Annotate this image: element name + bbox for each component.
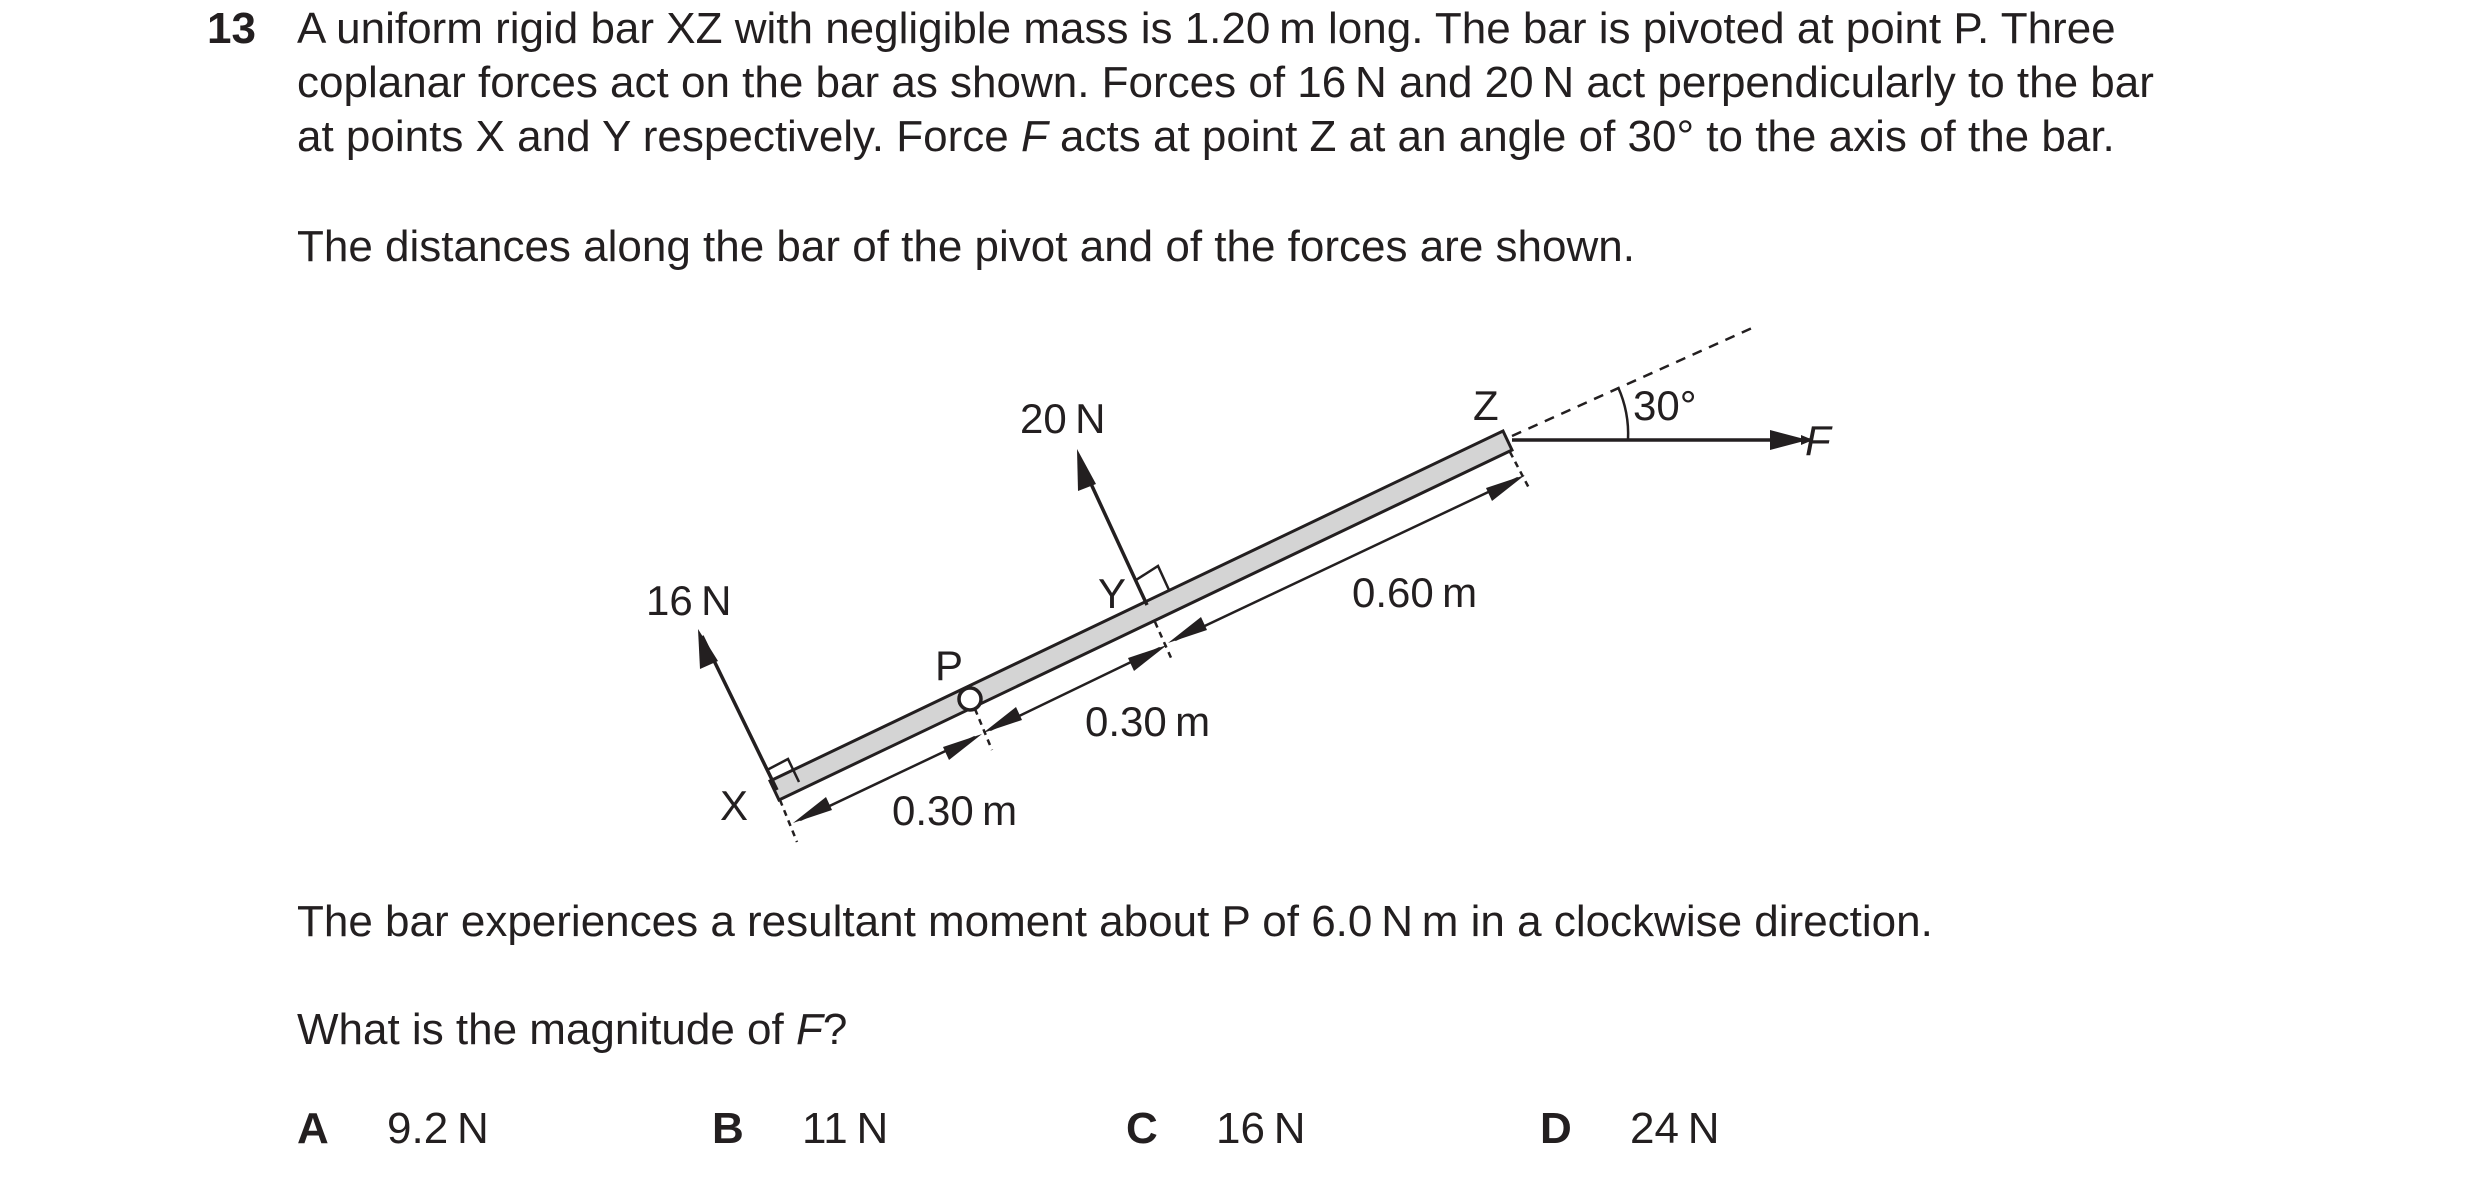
answer-option-c[interactable] bbox=[1126, 1102, 1306, 1156]
label-distance-py: 0.30 m bbox=[1085, 698, 1211, 745]
dimension-xp-arrow-left bbox=[793, 797, 832, 823]
answer-option-d[interactable] bbox=[1540, 1102, 1720, 1156]
answer-letter: A bbox=[297, 1104, 329, 1153]
answer-option-a[interactable] bbox=[297, 1102, 489, 1156]
answer-value: 11 N bbox=[802, 1104, 889, 1153]
label-angle: 30° bbox=[1633, 382, 1697, 429]
answer-value: 16 N bbox=[1216, 1104, 1306, 1153]
label-force-f: F bbox=[1805, 417, 1831, 464]
dimension-yz-arrow-right bbox=[1486, 475, 1525, 501]
label-x: X bbox=[720, 782, 749, 829]
label-force-20n: 20 N bbox=[1020, 395, 1106, 442]
distances-statement: The distances along the bar of the pivot and of the forces are shown. bbox=[297, 222, 1635, 271]
dimension-py-arrow-left bbox=[983, 707, 1022, 733]
answer-option-b[interactable] bbox=[712, 1102, 888, 1156]
answer-value: 24 N bbox=[1630, 1104, 1720, 1153]
label-y: Y bbox=[1098, 570, 1127, 617]
answer-letter: D bbox=[1540, 1104, 1572, 1153]
label-p: P bbox=[935, 642, 964, 689]
label-distance-yz: 0.60 m bbox=[1352, 569, 1478, 616]
intro-line-1: A uniform rigid bar XZ with negligible mass is 1.20 m long. The bar is pivoted at point P. Three bbox=[297, 4, 2116, 53]
answer-letter: B bbox=[712, 1104, 744, 1153]
answer-options bbox=[0, 1102, 2480, 1156]
bar-axis-extension bbox=[1512, 328, 1752, 436]
intro-line-2: coplanar forces act on the bar as shown. Forces of 16 N and 20 N act perpendicularly to the bar bbox=[297, 58, 2154, 107]
tick-x bbox=[780, 800, 797, 842]
question-prompt: What is the magnitude of F? bbox=[297, 1005, 848, 1054]
dimension-yz-arrow-left bbox=[1168, 617, 1207, 643]
force-f-arrowhead bbox=[1770, 430, 1808, 450]
force-20n-arrowhead bbox=[1077, 449, 1096, 491]
label-z: Z bbox=[1473, 382, 1499, 429]
dimension-xp-arrow-right bbox=[943, 734, 982, 760]
label-force-16n: 16 N bbox=[646, 577, 732, 624]
right-angle-y bbox=[1136, 566, 1169, 590]
intro-line-3: at points X and Y respectively. Force F acts at point Z at an angle of 30° to the axis of the bar. bbox=[297, 112, 2115, 161]
moment-statement: The bar experiences a resultant moment about P of 6.0 N m in a clockwise direction. bbox=[297, 897, 1933, 946]
question-number: 13 bbox=[207, 4, 256, 53]
pivot-circle bbox=[959, 688, 981, 710]
angle-arc bbox=[1618, 387, 1628, 440]
answer-value: 9.2 N bbox=[387, 1104, 489, 1153]
answer-letter: C bbox=[1126, 1104, 1158, 1153]
label-distance-xp: 0.30 m bbox=[892, 787, 1018, 834]
dimension-py-arrow-right bbox=[1128, 645, 1167, 671]
tick-y bbox=[1155, 622, 1172, 660]
